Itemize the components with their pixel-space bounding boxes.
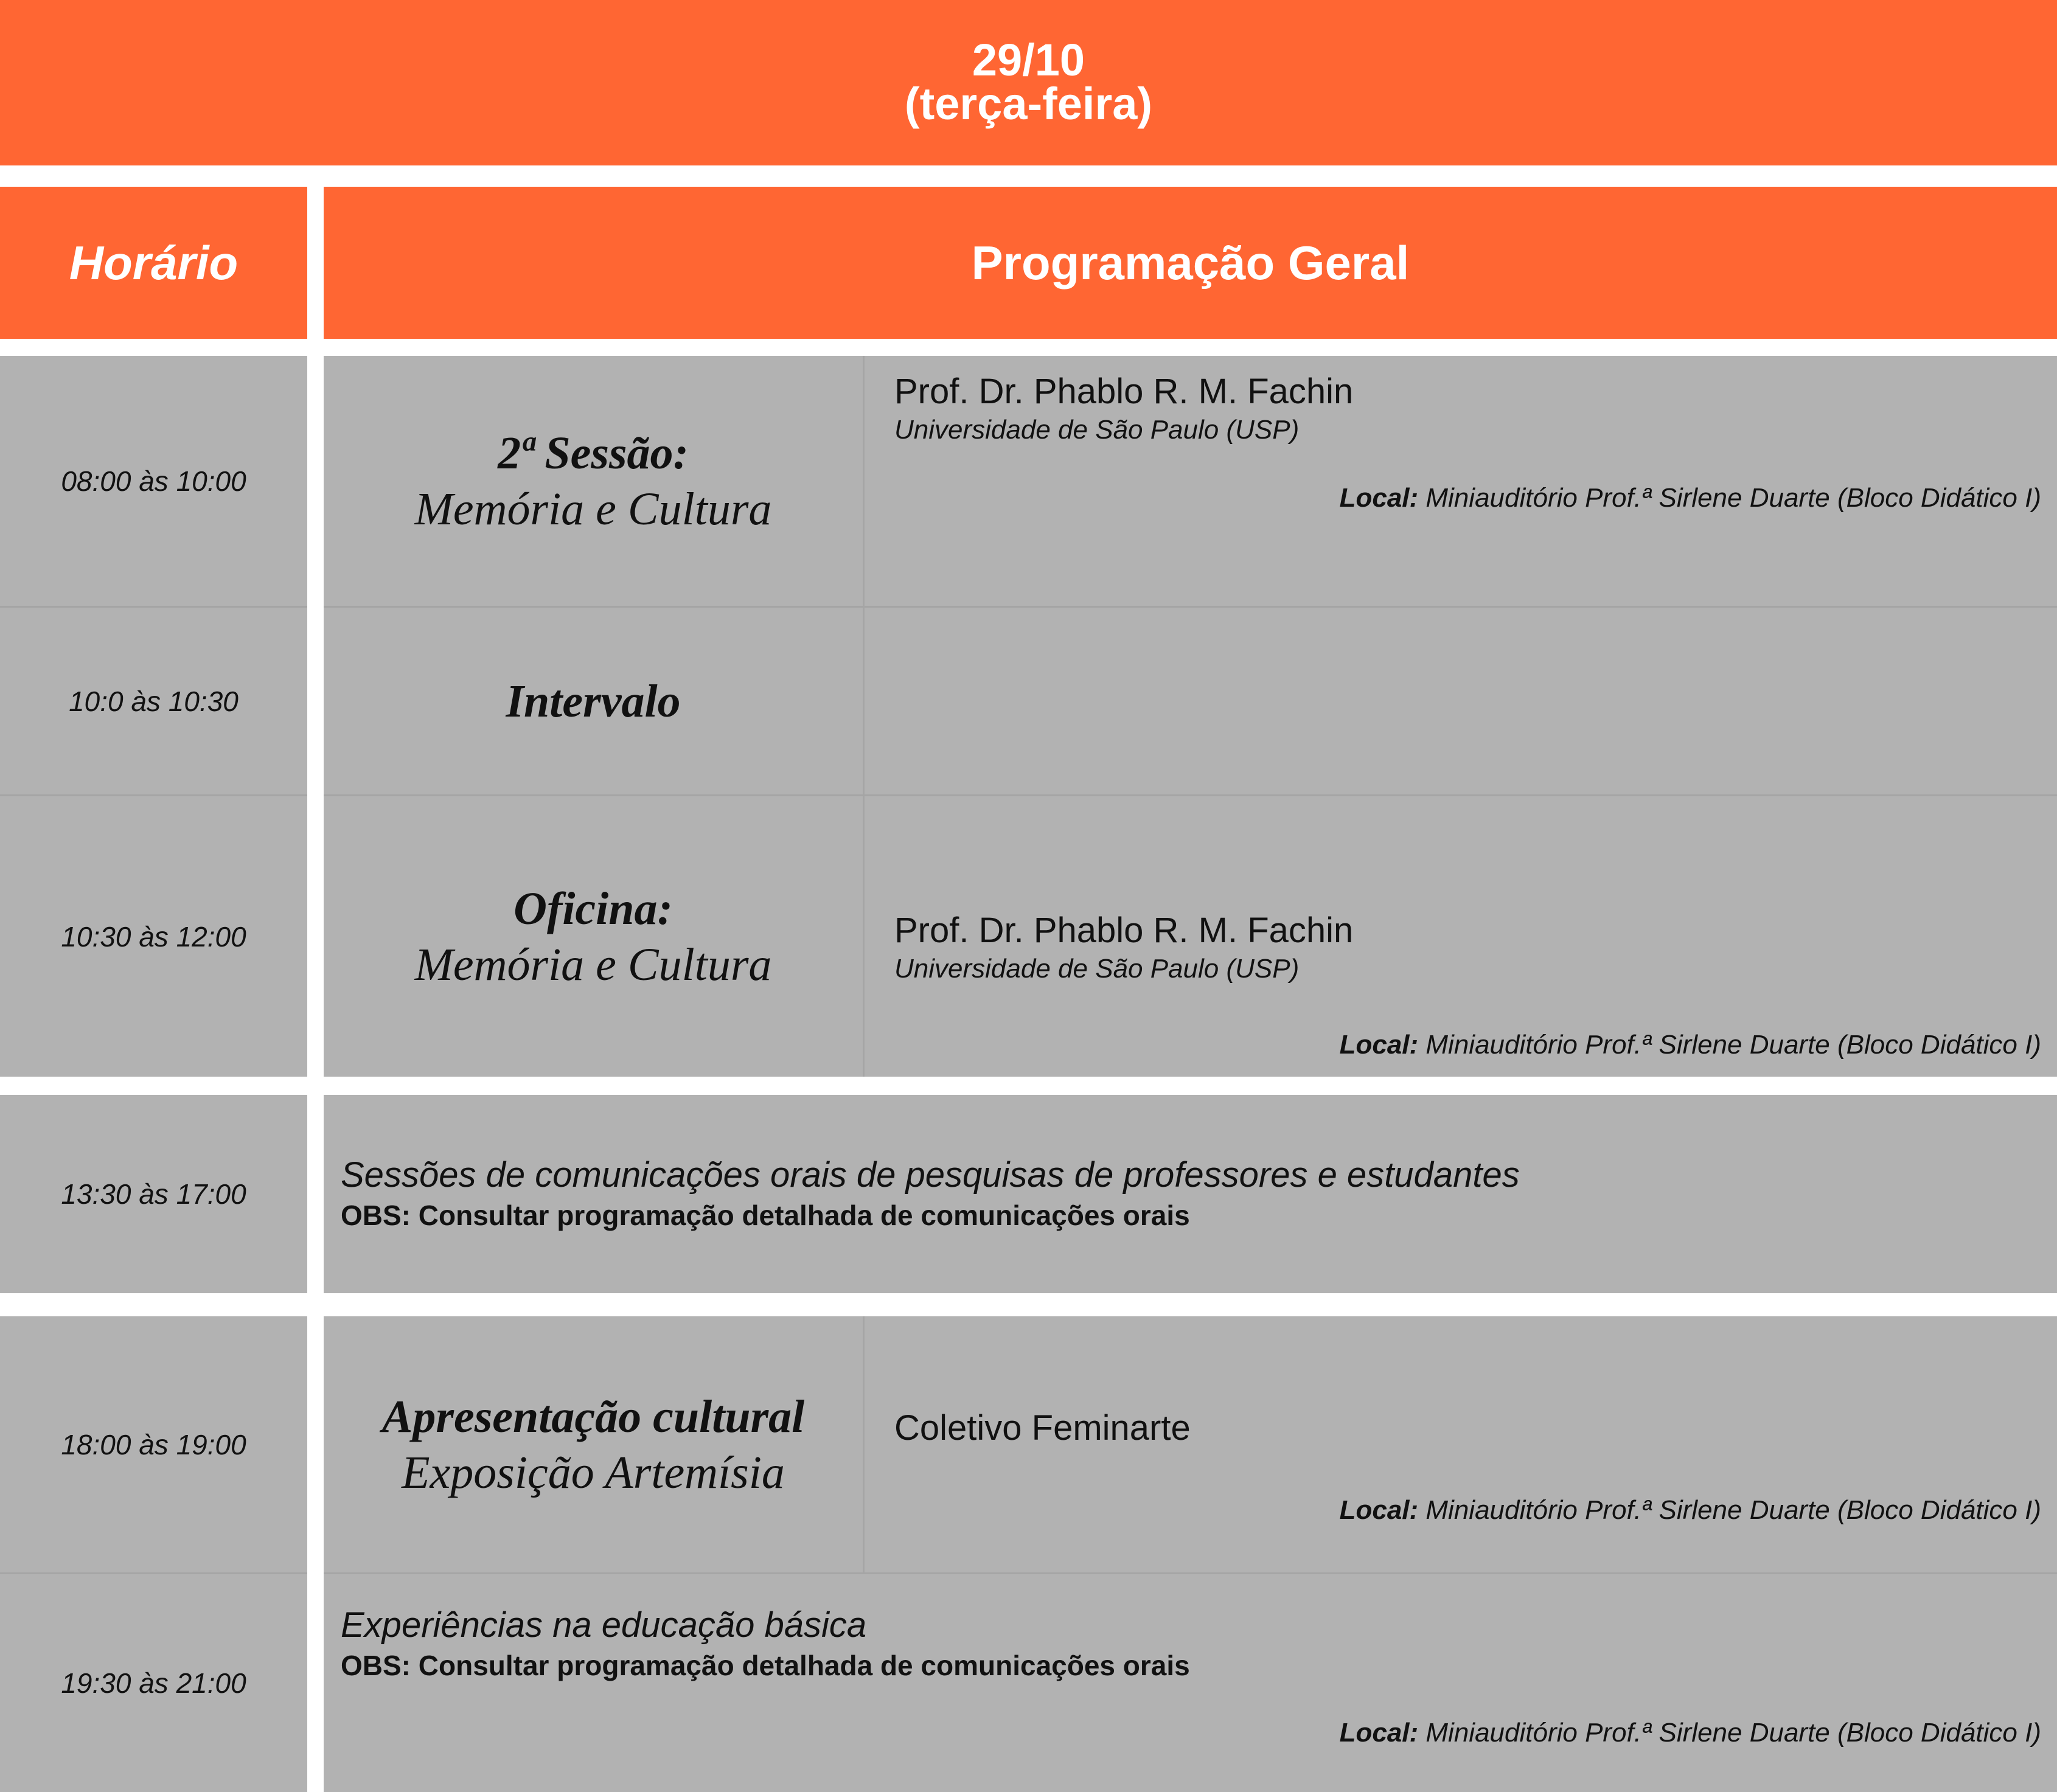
- event-title: Intervalo: [506, 675, 681, 727]
- event-cell: [324, 1316, 863, 1572]
- speaker-institution: Universidade de São Paulo (USP): [894, 415, 1300, 445]
- event-cell: [324, 356, 863, 606]
- session-obs: OBS: Consultar programação detalhada de comunicações orais: [341, 1200, 1190, 1231]
- location: [1340, 1718, 2041, 1748]
- speaker-institution: Universidade de São Paulo (USP): [894, 954, 1300, 984]
- date: 29/10: [972, 35, 1085, 85]
- time-column-header: Horário: [0, 187, 307, 339]
- location-place: Miniauditório Prof.ª Sirlene Duarte (Bloco Didático I): [1425, 1030, 2041, 1060]
- location-label: Local:: [1339, 1718, 1419, 1748]
- location-place: Miniauditório Prof.ª Sirlene Duarte (Bloco Didático I): [1425, 1495, 2041, 1525]
- time-slot: 10:0 às 10:30: [69, 685, 238, 717]
- location: [1340, 483, 2041, 513]
- session-description: Experiências na educação básica: [341, 1605, 867, 1645]
- location-label: Local:: [1339, 1030, 1419, 1060]
- program-column-header: Programação Geral: [324, 187, 2057, 339]
- event-subtitle: Exposição Artemísia: [402, 1446, 785, 1498]
- location-label: Local:: [1339, 483, 1419, 513]
- event-subtitle: Memória e Cultura: [414, 939, 772, 990]
- location-place: Miniauditório Prof.ª Sirlene Duarte (Bloco Didático I): [1425, 483, 2041, 513]
- location: [1340, 1495, 2041, 1526]
- time-slot: 08:00 às 10:00: [61, 465, 246, 497]
- time-slot: 13:30 às 17:00: [0, 1095, 307, 1293]
- time-slot: 19:30 às 21:00: [61, 1667, 246, 1699]
- event-title: Oficina:: [513, 883, 673, 934]
- session-obs: OBS: Consultar programação detalhada de comunicações orais: [341, 1650, 1190, 1681]
- location-label: Local:: [1339, 1495, 1419, 1525]
- time-slot: 10:30 às 12:00: [61, 920, 246, 953]
- date-header: [0, 0, 2057, 165]
- weekday: (terça-feira): [904, 78, 1153, 129]
- event-title: Apresentação cultural: [381, 1391, 805, 1442]
- session-description: Sessões de comunicações orais de pesquisas de professores e estudantes: [341, 1155, 1520, 1195]
- event-title: 2ª Sessão:: [498, 427, 689, 479]
- speaker-name: Prof. Dr. Phablo R. M. Fachin: [894, 911, 1354, 950]
- event-cell: [324, 796, 863, 1077]
- speaker-name: Coletivo Feminarte: [894, 1408, 1191, 1448]
- location-place: Miniauditório Prof.ª Sirlene Duarte (Bloco Didático I): [1425, 1718, 2041, 1748]
- event-cell: [324, 608, 863, 794]
- speaker-name: Prof. Dr. Phablo R. M. Fachin: [894, 372, 1354, 411]
- time-slot: 18:00 às 19:00: [61, 1428, 246, 1460]
- event-subtitle: Memória e Cultura: [414, 483, 772, 535]
- location: [1340, 1030, 2041, 1060]
